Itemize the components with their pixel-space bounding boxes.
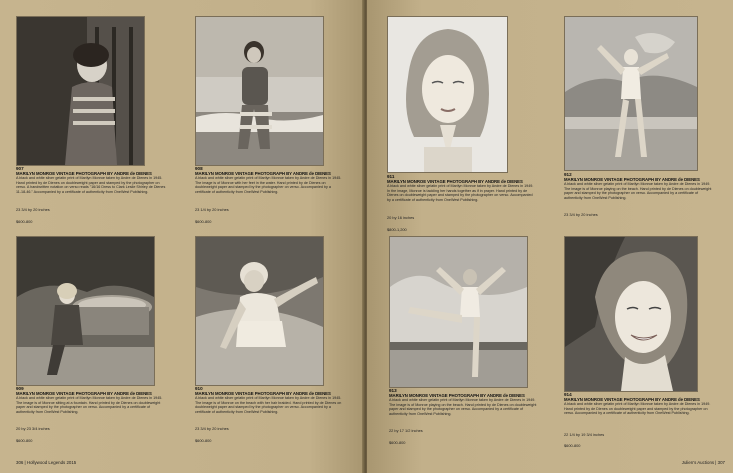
lot-estimate: $600-800	[389, 440, 406, 445]
left-page	[0, 0, 364, 473]
lot-photo[interactable]	[564, 236, 698, 392]
right-page	[367, 0, 733, 473]
lot-number: 909	[16, 386, 24, 391]
lot-number: 910	[195, 386, 203, 391]
lot-number: 908	[195, 166, 203, 171]
lot-estimate: $800-1,200	[387, 227, 407, 232]
page-folio: 306 | Hollywood Legends 2015	[16, 460, 77, 465]
lot-photo[interactable]	[387, 16, 508, 173]
lot-description: A black and white silver gelatin print of Marilyn Monroe taken by Andre de Dienes in 1945. The image is of Monroe on the beach with her hair braided. Hand printed by de Dienes on doubleweight paper and stamped by the photographer on verso. Accompanied by a certificate of authenticity from OneWest Publishing.	[195, 396, 342, 414]
lot-size: 20 by 23 3/4 inches	[16, 426, 50, 431]
lot-number: 912	[564, 172, 572, 177]
lot-title: MARILYN MONROE VINTAGE PHOTOGRAPH BY ANDRE de DIENES	[16, 171, 152, 176]
lot-photo[interactable]	[389, 236, 528, 388]
lot-size: 22 by 17 1/2 inches	[389, 428, 423, 433]
lot-title: MARILYN MONROE VINTAGE PHOTOGRAPH BY ANDRE de DIENES	[387, 179, 523, 184]
lot-photo[interactable]	[564, 16, 698, 171]
lot-title: MARILYN MONROE VINTAGE PHOTOGRAPH BY ANDRE de DIENES	[389, 393, 525, 398]
lot-photo[interactable]	[195, 16, 324, 166]
lot-photo[interactable]	[16, 236, 155, 386]
lot-size: 23 1/4 by 20 inches	[195, 207, 229, 212]
lot-description: A black and white silver gelatin print of Marilyn Monroe taken by Andre de Dienes in 1945. The image is of Monroe with her feet in the water. Hand printed by de Dienes on doubleweight paper and stamped by the photographer on verso. Accompanied by a certificate of authenticity from OneWest Publishing.	[195, 176, 342, 194]
lot-estimate: $600-800	[195, 219, 212, 224]
lot-size: 23 3/4 by 20 inches	[195, 426, 229, 431]
lot-number: 913	[389, 388, 397, 393]
lot-description: A black and white silver gelatin print of Marilyn Monroe taken by Andre de Dienes in 1945. The image is of Monroe sitting at a fountain. Hand printed by de Dienes on doubleweight paper and stamped by the photographer on verso. Accompanied by a certificate of authenticity from OneWest Publishing.	[16, 396, 163, 414]
lot-estimate: $600-800	[16, 219, 33, 224]
lot-photo[interactable]	[195, 236, 324, 386]
lot-title: MARILYN MONROE VINTAGE PHOTOGRAPH BY ANDRE de DIENES	[16, 391, 152, 396]
lot-description: A black and white silver gelatin print of Marilyn Monroe taken by Andre de Dienes in 1945. Hand printed by de Dienes on doubleweight paper and stamped by the photographer on verso. A handwritten notation on verso reads "16/16 Dress to Clark Leslie Shirley de Dienes 11-18-46." Accompanied by a certificate of authenticity from OneWest Publishing.	[16, 176, 166, 194]
lot-number: 907	[16, 166, 24, 171]
page-folio: Julien's Auctions | 307	[681, 460, 725, 465]
lot-estimate: $600-800	[16, 438, 33, 443]
lot-photo[interactable]	[16, 16, 145, 166]
lot-description: A black and white silver gelatin print of Marilyn Monroe taken by Andre de Dienes in 1949. The image is of Monroe playing on the beach. Hand printed by de Dienes on doubleweight paper and stamped by the photographer on verso. Accompanied by a certificate of authenticity from OneWest Publishing.	[564, 182, 712, 200]
lot-description: A black and white silver gelatin print of Marilyn Monroe taken by Andre de Dienes in 1949. In the image, Monroe is tackling her hands together as if in prayer. Hand printed by de Dienes on doubleweight paper and stamped by the photographer on verso. Accompanied by a certificate of authenticity from OneWest Publishing.	[387, 184, 534, 202]
lot-size: 23 3/4 by 20 inches	[16, 207, 50, 212]
lot-size: 20 by 16 inches	[387, 215, 415, 220]
lot-description: A black and white silver gelatin print of Marilyn Monroe taken by Andre de Dienes in 1949. Hand printed by de Dienes on doubleweight paper and stamped by the photographer on verso. Accompanied by a certificate of authenticity from OneWest Publishing.	[564, 402, 711, 416]
lot-estimate: $600-800	[564, 443, 581, 448]
lot-size: 22 1/4 by 19 3/4 inches	[564, 432, 605, 437]
lot-title: MARILYN MONROE VINTAGE PHOTOGRAPH BY ANDRE de DIENES	[195, 171, 331, 176]
lot-title: MARILYN MONROE VINTAGE PHOTOGRAPH BY ANDRE de DIENES	[564, 177, 700, 182]
lot-number: 911	[387, 174, 395, 179]
lot-size: 23 3/4 by 20 inches	[564, 212, 598, 217]
lot-title: MARILYN MONROE VINTAGE PHOTOGRAPH BY ANDRE de DIENES	[195, 391, 331, 396]
lot-number: 914	[564, 392, 572, 397]
lot-description: A black and white silver gelatin print of Marilyn Monroe taken by Andre de Dienes in 1949. The image is of Monroe playing on the beach. Hand printed by de Dienes on doubleweight paper and stamped by the photographer on verso. Accompanied by a certificate of authenticity from OneWest Publishing.	[389, 398, 537, 416]
lot-title: MARILYN MONROE VINTAGE PHOTOGRAPH BY ANDRE de DIENES	[564, 397, 700, 402]
lot-estimate: $600-800	[195, 438, 212, 443]
